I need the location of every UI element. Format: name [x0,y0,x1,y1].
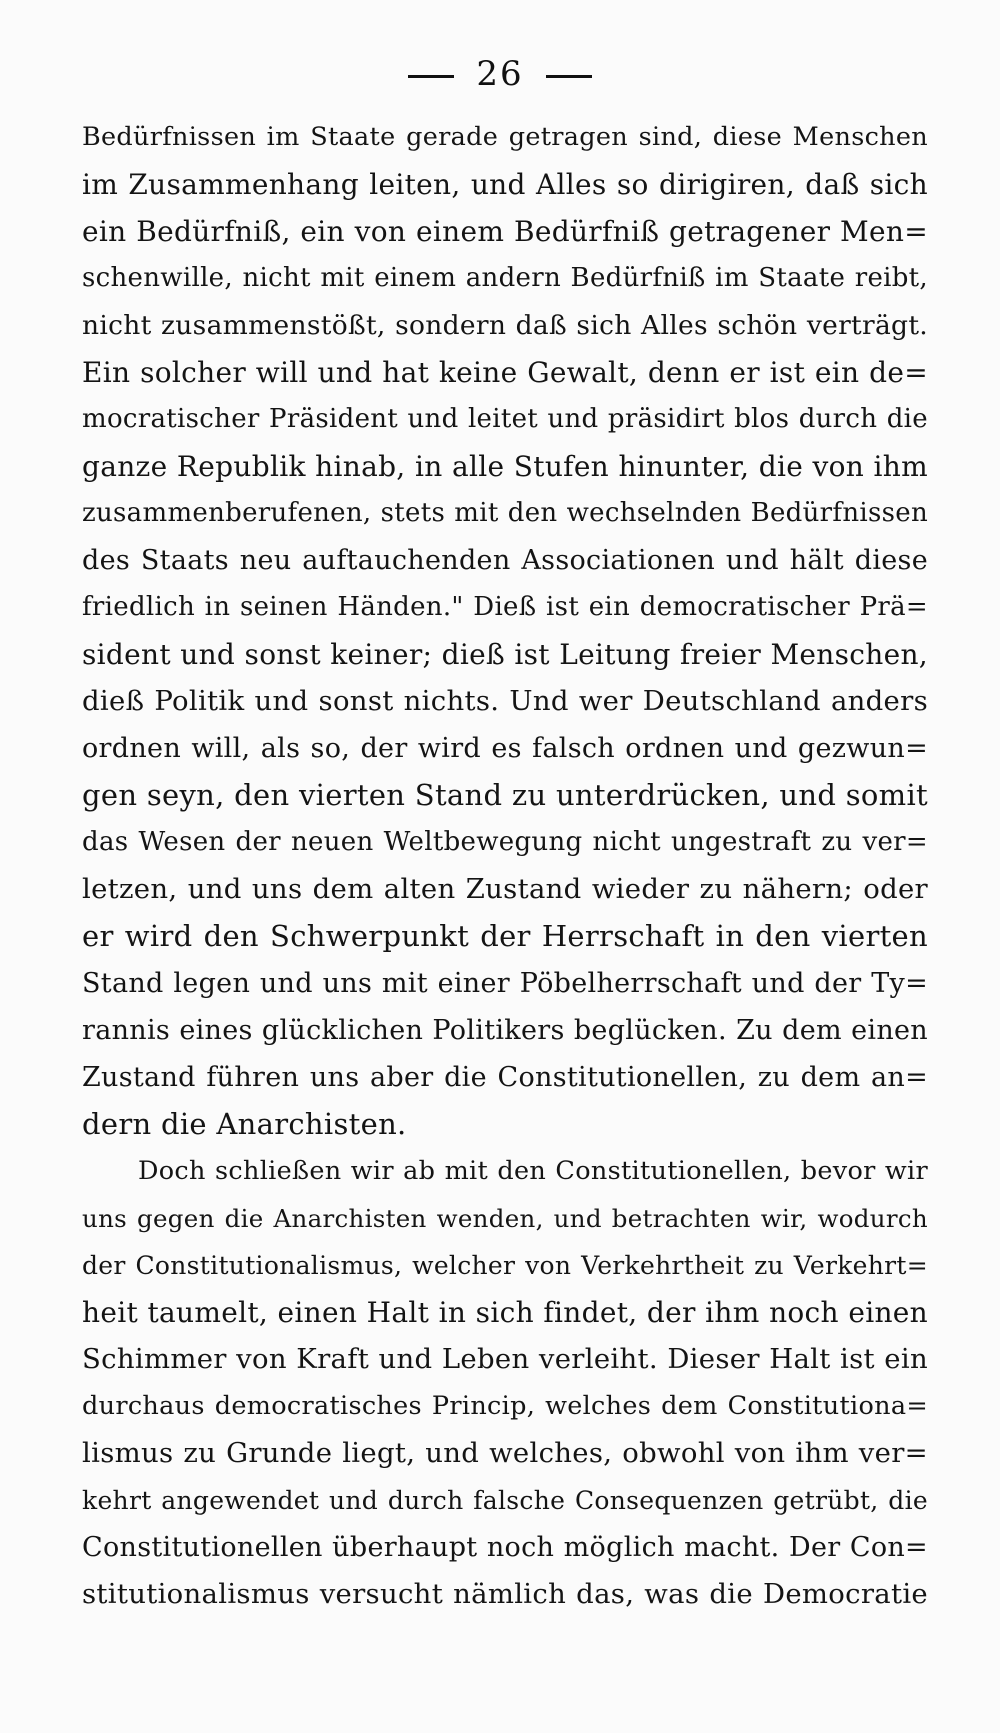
text-line: ordnen will, als so, der wird es falsch ordnen und gezwun= [82,733,928,764]
text-line: uns gegen die Anarchisten wenden, und betrachten wir, wodurch [82,1204,928,1233]
header-dash-left [408,75,454,78]
text-line: des Staats neu auftauchenden Associationen und hält diese [82,545,928,576]
text-line: rannis eines glücklichen Politikers beglücken. Zu dem einen [82,1015,928,1046]
text-line: der Constitutionalismus, welcher von Verkehrtheit zu Verkehrt= [82,1251,928,1280]
text-line: Zustand führen uns aber die Constitutionellen, zu dem an= [82,1062,928,1093]
text-line: er wird den Schwerpunkt der Herrschaft in den vierten [82,919,928,953]
text-line: das Wesen der neuen Weltbewegung nicht ungestraft zu ver= [82,827,928,857]
text-line: friedlich in seinen Händen." Dieß ist ein democratischer Prä= [82,592,928,622]
text-line: Doch schließen wir ab mit den Constitutionellen, bevor wir [138,1156,928,1186]
text-line: sident und sonst keiner; dieß ist Leitung freier Menschen, [82,638,928,671]
text-line: im Zusammenhang leiten, und Alles so dirigiren, daß sich [82,168,928,201]
text-line: Constitutionellen überhaupt noch möglich macht. Der Con= [82,1532,928,1563]
text-line: dieß Politik und sonst nichts. Und wer Deutschland anders [82,685,928,717]
text-line: schenwille, nicht mit einem andern Bedürfniß im Staate reibt, [82,263,928,293]
text-line: nicht zusammenstößt, sondern daß sich Alles schön verträgt. [82,310,928,341]
text-line: Schimmer von Kraft und Leben verleiht. Dieser Halt ist ein [82,1343,928,1375]
text-line: lismus zu Grunde liegt, und welches, obwohl von ihm ver= [82,1437,928,1469]
header-dash-right [546,75,592,78]
text-line: stitutionalismus versucht nämlich das, was die Democratie [82,1578,928,1610]
text-line: kehrt angewendet und durch falsche Consequenzen getrübt, die [82,1486,928,1515]
text-line: ein Bedürfniß, ein von einem Bedürfniß getragener Men= [82,215,928,248]
paragraph [82,1148,928,1618]
text-line: zusammenberufenen, stets mit den wechselnden Bedürfnissen [82,498,928,528]
paragraph [82,114,928,1148]
text-line: gen seyn, den vierten Stand zu unterdrücken, und somit [82,778,928,812]
text-line: Bedürfnissen im Staate gerade getragen sind, diese Menschen [82,122,928,152]
text-line: letzen, und uns dem alten Zustand wieder zu nähern; oder [82,873,928,905]
text-line: ganze Republik hinab, in alle Stufen hinunter, die von ihm [82,450,928,483]
page-number: 26 [476,54,524,94]
text-line: dern die Anarchisten. [82,1107,407,1141]
text-line: mocratischer Präsident und leitet und präsidirt blos durch die [82,404,928,434]
text-line: Ein solcher will und hat keine Gewalt, denn er ist ein de= [82,356,928,389]
text-line: Stand legen und uns mit einer Pöbelherrschaft und der Ty= [82,968,928,999]
page-header [0,54,1000,94]
text-line: durchaus democratisches Princip, welches dem Constitutiona= [82,1391,928,1421]
body-text [82,114,928,1618]
text-line: heit taumelt, einen Halt in sich findet, der ihm noch einen [82,1296,928,1329]
